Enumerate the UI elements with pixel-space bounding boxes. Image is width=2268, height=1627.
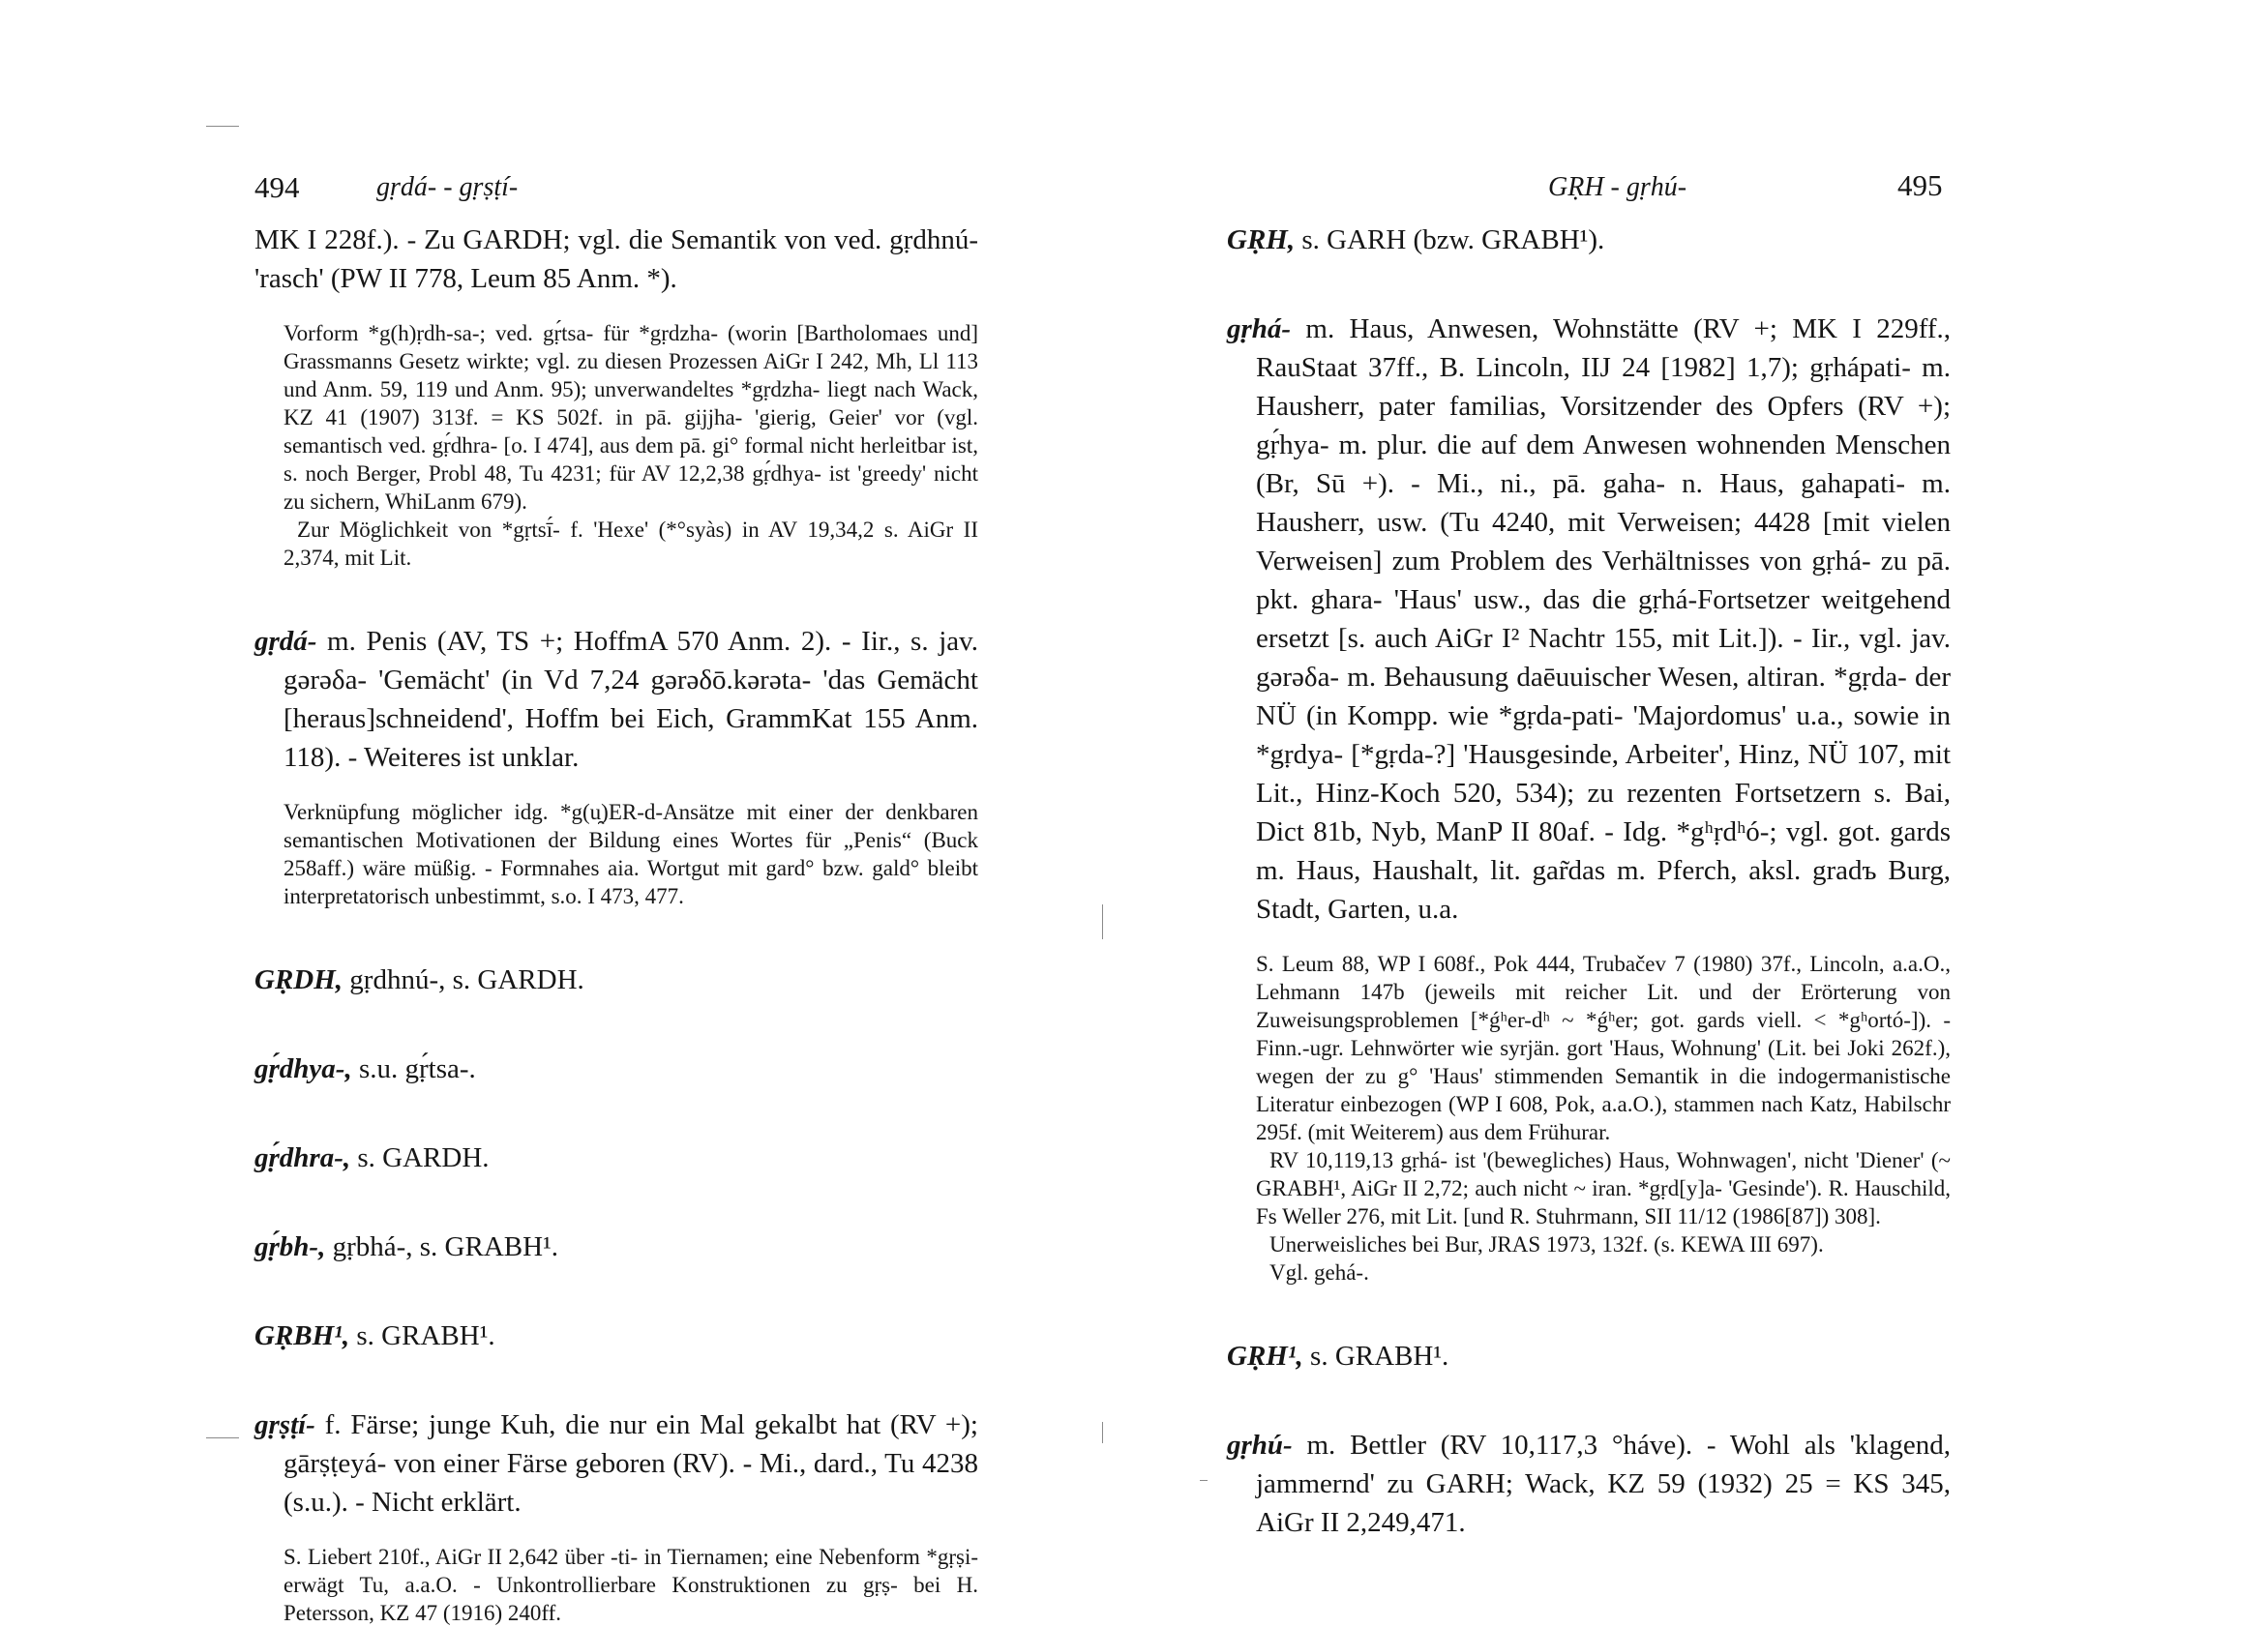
spacer: [254, 298, 978, 319]
scan-mark: [206, 1437, 239, 1438]
right-page-number: 495: [1897, 168, 1943, 202]
entry-body: s.u. gṛ́tsa-.: [351, 1053, 476, 1084]
dictionary-entry: [1227, 1337, 1951, 1376]
spacer: [1227, 259, 1951, 310]
right-column: [1227, 221, 1951, 1542]
entry-lemma: gṛṣṭí-: [254, 1409, 315, 1440]
entry-lemma: gṛ́bh-,: [254, 1231, 326, 1262]
dictionary-entry: [254, 961, 978, 999]
gutter-mark: [1102, 904, 1103, 939]
spacer: [254, 910, 978, 961]
dictionary-entry: [254, 1139, 978, 1177]
left-column: [254, 221, 978, 1627]
spacer: [1227, 1376, 1951, 1426]
scan-mark: [1200, 1480, 1208, 1481]
entry-lemma: GṚH¹,: [1227, 1341, 1303, 1372]
spacer: [254, 777, 978, 798]
entry-lemma: GṚDH,: [254, 964, 343, 995]
entry-lemma: GṚH,: [1227, 224, 1296, 255]
entry-lemma: GṚBH¹,: [254, 1320, 350, 1351]
dictionary-entry: [1227, 310, 1951, 929]
entry-body: m. Penis (AV, TS +; HoffmA 570 Anm. 2). - Iir., s. jav. gərəδa- 'Gemächt' (in Vd 7,24 gərəδō.kərəta- 'das Gemächt [heraus]schneidend', Hoffm bei Eich, GrammKat 155 Anm. 118). - Weiteres ist unklar.: [284, 626, 978, 773]
spacer: [254, 1266, 978, 1316]
spacer: [254, 1088, 978, 1139]
entry-lemma: gṛdá-: [254, 626, 317, 657]
dictionary-entry: [254, 1316, 978, 1355]
right-running-head: GṚH - gṛhú-: [1548, 172, 1687, 202]
entry-note: Verknüpfung möglicher idg. *g(u̯)ER-d-Ansätze mit einer der denkbaren semantischen Motivationen der Bildung eines Wortes für „Penis“ (Buck 258aff.) wäre müßig. - Formnahes aia. Wortgut mit gard° bzw. gald° bleibt interpretatorisch unbestimmt, s.o. I 473, 477.: [284, 800, 978, 908]
dictionary-entry: [254, 1228, 978, 1266]
entry-body: s. GRABH¹.: [1302, 1341, 1449, 1372]
spacer: [254, 999, 978, 1050]
entry-lemma: gṛ́dhra-,: [254, 1142, 351, 1173]
spacer: [1227, 929, 1951, 950]
entry-lemma: gṛ́dhya-,: [254, 1053, 352, 1084]
entry-body: s. GARH (bzw. GRABH¹).: [1295, 224, 1605, 255]
left-running-head: gṛdá- - gṛṣṭí-: [376, 172, 519, 202]
entry-body: f. Färse; junge Kuh, die nur ein Mal gekalbt hat (RV +); gārṣṭeyá- von einer Färse geboren (RV). - Mi., dard., Tu 4238 (s.u.). - Nicht erklärt.: [284, 1409, 978, 1518]
spacer: [1227, 1287, 1951, 1337]
entry-body: s. GARDH.: [350, 1142, 490, 1173]
entry-body: gṛbhá-, s. GRABH¹.: [325, 1231, 559, 1262]
entry-body: m. Haus, Anwesen, Wohnstätte (RV +; MK I 229ff., RauStaat 37ff., B. Lincoln, IIJ 24 [1982] 1,7); gṛhápati- m. Hausherr, pater familias, Vorsitzender des Opfers (RV +); gṛ́hya- m. plur. die auf dem Anwesen wohnenden Menschen (Br, Sū +). - Mi., ni., pā. gaha- n. Haus, gahapati- m. Hausherr, usw. (Tu 4240, mit Verweisen; 4428 [mit vielen Verweisen] zum Problem des Verhältnisses von gṛhá- zu pā. pkt. ghara- 'Haus' usw., das die gṛhá-Fortsetzer weitgehend ersetzt [s. auch AiGr I² Nachtr 155, mit Lit.]). - Iir., vgl. jav. gərəδa- m. Behausung daēuuischer Wesen, altiran. *gṛda- der NÜ (in Kompp. wie *gṛda-pati- 'Majordomus' u.a., sowie in *gṛdya- [*gṛda-?] 'Hausgesinde, Arbeiter', Hinz, NÜ 107, mit Lit., Hinz-Koch 520, 534); zu rezenten Fortsetzern s. Bai, Dict 81b, Nyb, ManP II 80af. - Idg. *gʰṛdʰó-; vgl. got. gards m. Haus, Haushalt, lit. gar̃das m. Pferch, aksl. gradъ Burg, Stadt, Garten, u.a.: [1256, 313, 1951, 925]
entry-note-paragraph: Vgl. gehá-.: [1269, 1260, 1369, 1285]
gutter-mark: [1102, 1422, 1103, 1443]
entry-note: S. Leum 88, WP I 608f., Pok 444, Trubačev 7 (1980) 37f., Lincoln, a.a.O., Lehmann 147b (jeweils mit reicher Lit. und der Erörterung von Zuweisungsproblemen [*ǵʰer-dʰ ~ *ǵʰer; got. gards viell. < *gʰortó-]). - Finn.-ugr. Lehnwörter wie syrjän. gort 'Haus, Wohnung' (Lit. bei Joki 262f.), wegen der zu g° 'Haus' stimmenden Semantik in die indogermanistische Literatur einbezogen (WP I 608, Pok, a.a.O.), stammen nach Katz, Habilschr 295f. (mit Weiterem) aus dem Frühurar.: [1256, 952, 1951, 1144]
entry-lemma: gṛhá-: [1227, 313, 1292, 344]
right-page: [1134, 0, 2268, 1602]
left-page: [0, 0, 1134, 1625]
entry-note-paragraph: RV 10,119,13 gṛhá- ist '(bewegliches) Haus, Wohnwagen', nicht 'Diener' (~ GRABH¹, AiGr II 2,72; auch nicht ~ iran. *gṛd[y]a- 'Gesinde'). R. Hauschild, Fs Weller 276, mit Lit. [und R. Stuhrmann, SII 11/12 (1986[87]) 308].: [1256, 1148, 1951, 1228]
spacer: [254, 1177, 978, 1228]
entry-continuation: MK I 228f.). - Zu GARDH; vgl. die Semantik von ved. gṛdhnú- 'rasch' (PW II 778, Leum 85 Anm. *).: [254, 224, 978, 294]
entry-body: gṛdhnú-, s. GARDH.: [343, 964, 584, 995]
dictionary-entry: [1227, 221, 1951, 259]
entry-body: s. GRABH¹.: [349, 1320, 495, 1351]
entry-note: Vorform *g(h)ṛdh-sa-; ved. gṛ́tsa- für *gṛdzha- (worin [Bartholomaes und] Grassmanns Gesetz wirkte; vgl. zu diesen Prozessen AiGr I 242, Mh, Ll 113 und Anm. 59, 119 und Anm. 95); unverwandeltes *gṛdzha- liegt nach Wack, KZ 41 (1907) 313f. = KS 502f. in pā. gijjha- 'gierig, Geier' vor (vgl. semantisch ved. gṛ́dhra- [o. I 474], aus dem pā. gi° formal nicht herleitbar ist, s. noch Berger, Probl 48, Tu 4231; für AV 12,2,38 gṛ́dhya- ist 'greedy' nicht zu sichern, WhiLanm 679).: [284, 321, 978, 514]
entry-note: S. Liebert 210f., AiGr II 2,642 über -ti- in Tiernamen; eine Nebenform *gṛṣi- erwägt Tu, a.a.O. - Unkontrollierbare Konstruktionen zu gṛṣ- bei H. Petersson, KZ 47 (1916) 240ff.: [284, 1545, 978, 1625]
spacer: [254, 572, 978, 622]
entry-body: m. Bettler (RV 10,117,3 °háve). - Wohl als 'klagend, jammernd' zu GARH; Wack, KZ 59 (1932) 25 = KS 345, AiGr II 2,249,471.: [1256, 1430, 1951, 1538]
entry-lemma: gṛhú-: [1227, 1430, 1293, 1461]
left-page-number: 494: [254, 170, 300, 204]
dictionary-entry: [254, 1405, 978, 1522]
spacer: [254, 1522, 978, 1543]
entry-note-paragraph: Unerweisliches bei Bur, JRAS 1973, 132f. (s. KEWA III 697).: [1269, 1232, 1824, 1257]
dictionary-entry: [254, 622, 978, 777]
dictionary-entry: [1227, 1426, 1951, 1542]
scan-mark: [206, 126, 239, 127]
spacer: [254, 1355, 978, 1405]
dictionary-entry: [254, 1050, 978, 1088]
entry-note-paragraph: Zur Möglichkeit von *gṛtsī́- f. 'Hexe' (*°syàs) in AV 19,34,2 s. AiGr II 2,374, mit Lit.: [284, 518, 978, 570]
